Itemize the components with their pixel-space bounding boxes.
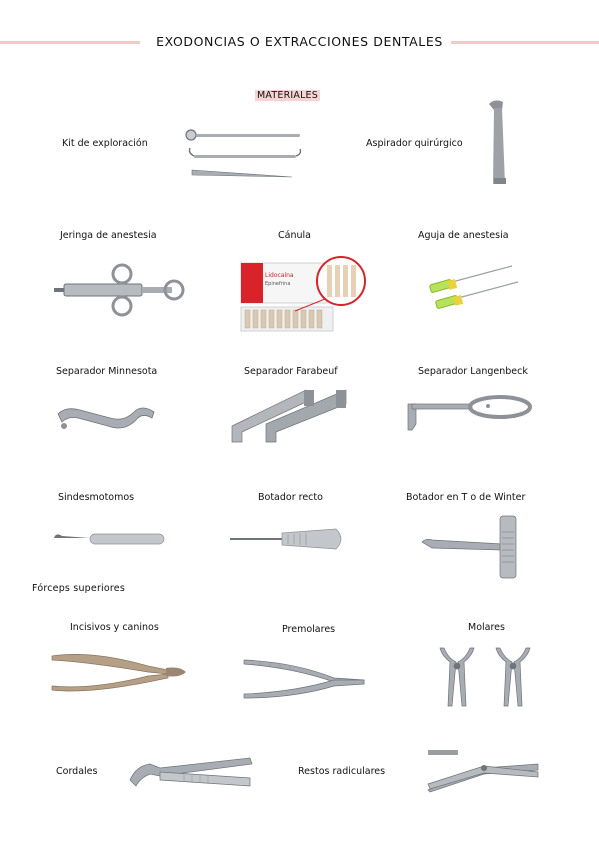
label-aspirador: Aspirador quirúrgico: [366, 138, 463, 149]
forceps-cordales-image: [124, 750, 258, 794]
canula-box-text-1: Lidocaína: [265, 272, 294, 279]
label-botador-winter: Botador en T o de Winter: [406, 492, 526, 503]
botador-winter-image: [418, 512, 522, 582]
page-title: EXODONCIAS O EXTRACCIONES DENTALES: [0, 34, 599, 49]
label-cordales: Cordales: [56, 766, 98, 777]
label-botador-recto: Botador recto: [258, 492, 323, 503]
label-jeringa: Jeringa de anestesia: [60, 230, 157, 241]
canula-box-text-2: Epinefrina: [265, 281, 291, 287]
section-materiales: MATERIALES: [257, 90, 318, 101]
aspirador-image: [485, 98, 509, 188]
label-aguja: Aguja de anestesia: [418, 230, 509, 241]
forceps-premolares-image: [240, 654, 378, 700]
farabeuf-image: [226, 386, 351, 448]
label-molares: Molares: [468, 622, 505, 633]
canula-image: [235, 255, 370, 335]
kit-exploracion-image: [182, 124, 304, 184]
forceps-restos-image: [424, 746, 544, 794]
label-kit: Kit de exploración: [62, 138, 148, 149]
forceps-incisivos-image: [48, 648, 190, 692]
label-langenbeck: Separador Langenbeck: [418, 366, 528, 377]
langenbeck-image: [404, 392, 536, 436]
botador-recto-image: [226, 522, 348, 556]
label-minnesota: Separador Minnesota: [56, 366, 158, 377]
minnesota-image: [54, 398, 158, 438]
forceps-molares-image: [434, 642, 544, 710]
label-farabeuf: Separador Farabeuf: [244, 366, 338, 377]
aguja-image: [424, 260, 524, 310]
jeringa-image: [50, 262, 190, 318]
label-incisivos: Incisivos y caninos: [70, 622, 159, 633]
section-forceps-superiores: Fórceps superiores: [32, 583, 125, 594]
label-restos-radiculares: Restos radiculares: [298, 766, 386, 777]
label-canula: Cánula: [278, 230, 311, 241]
sindesmotomos-image: [50, 528, 168, 550]
label-premolares: Premolares: [282, 624, 336, 635]
label-sindesmotomos: Sindesmotomos: [58, 492, 135, 503]
